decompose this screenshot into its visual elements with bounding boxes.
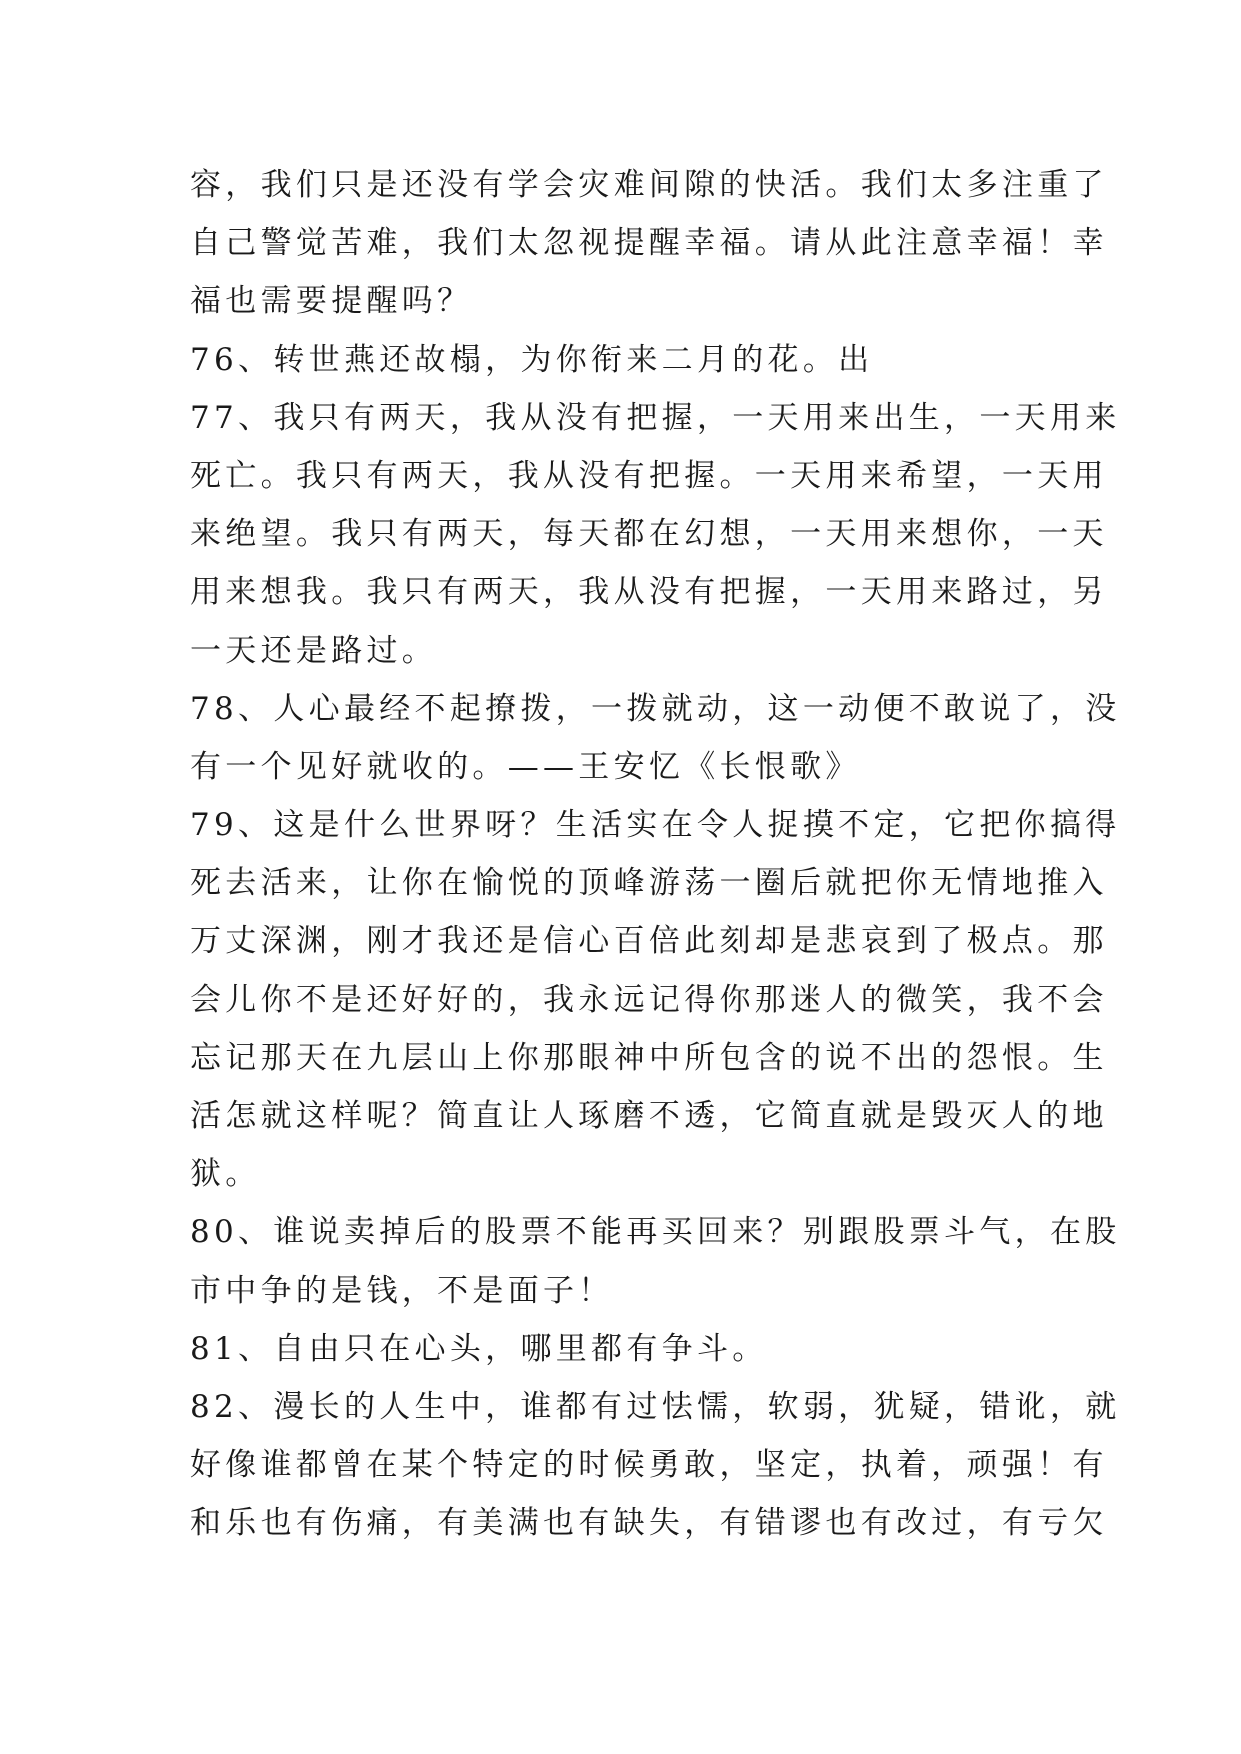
text-line: 市中争的是钱，不是面子！ — [190, 1272, 614, 1309]
text-line: 活怎就这样呢？简直让人琢磨不透，它简直就是毁灭人的地 — [190, 1098, 1108, 1134]
text-line: 81、自由只在心头，哪里都有争斗。 — [190, 1330, 768, 1367]
text-line: 万丈深渊，刚才我还是信心百倍此刻却是悲哀到了极点。那 — [190, 923, 1108, 960]
text-line: 福也需要提醒吗？ — [190, 283, 473, 320]
text-line: 和乐也有伤痛，有美满也有缺失，有错谬也有改过，有亏欠 — [190, 1505, 1108, 1542]
text-line: 82、漫长的人生中，谁都有过怯懦，软弱，犹疑，错讹，就 — [190, 1388, 1121, 1425]
text-line: 用来想我。我只有两天，我从没有把握，一天用来路过，另 — [190, 574, 1108, 611]
text-line: 容，我们只是还没有学会灾难间隙的快活。我们太多注重了 — [190, 167, 1108, 203]
text-line: 78、人心最经不起撩拨，一拨就动，这一动便不敢说了，没 — [190, 690, 1121, 727]
text-line: 有一个见好就收的。——王安忆《长恨歌》 — [190, 748, 861, 785]
text-line: 会儿你不是还好好的，我永远记得你那迷人的微笑，我不会 — [190, 981, 1108, 1018]
text-line: 76、转世燕还故榻，为你衔来二月的花。出 — [190, 341, 874, 378]
text-line: 死去活来，让你在愉悦的顶峰游荡一圈后就把你无情地推入 — [190, 865, 1108, 902]
text-line: 一天还是路过。 — [190, 632, 438, 669]
text-line: 死亡。我只有两天，我从没有把握。一天用来希望，一天用 — [190, 457, 1108, 494]
text-line: 自己警觉苦难，我们太忽视提醒幸福。请从此注意幸福！幸 — [190, 225, 1108, 262]
text-line: 好像谁都曾在某个特定的时候勇敢，坚定，执着，顽强！有 — [190, 1447, 1108, 1484]
text-line: 77、我只有两天，我从没有把握，一天用来出生，一天用来 — [190, 399, 1121, 436]
text-line: 狱。 — [190, 1156, 261, 1193]
text-line: 忘记那天在九层山上你那眼神中所包含的说不出的怨恨。生 — [190, 1039, 1108, 1076]
text-line: 来绝望。我只有两天，每天都在幻想，一天用来想你，一天 — [190, 516, 1108, 553]
text-line: 80、谁说卖掉后的股票不能再买回来？别跟股票斗气，在股 — [190, 1214, 1121, 1251]
document-body — [190, 156, 1121, 1553]
text-line: 79、这是什么世界呀？生活实在令人捉摸不定，它把你搞得 — [190, 807, 1121, 844]
